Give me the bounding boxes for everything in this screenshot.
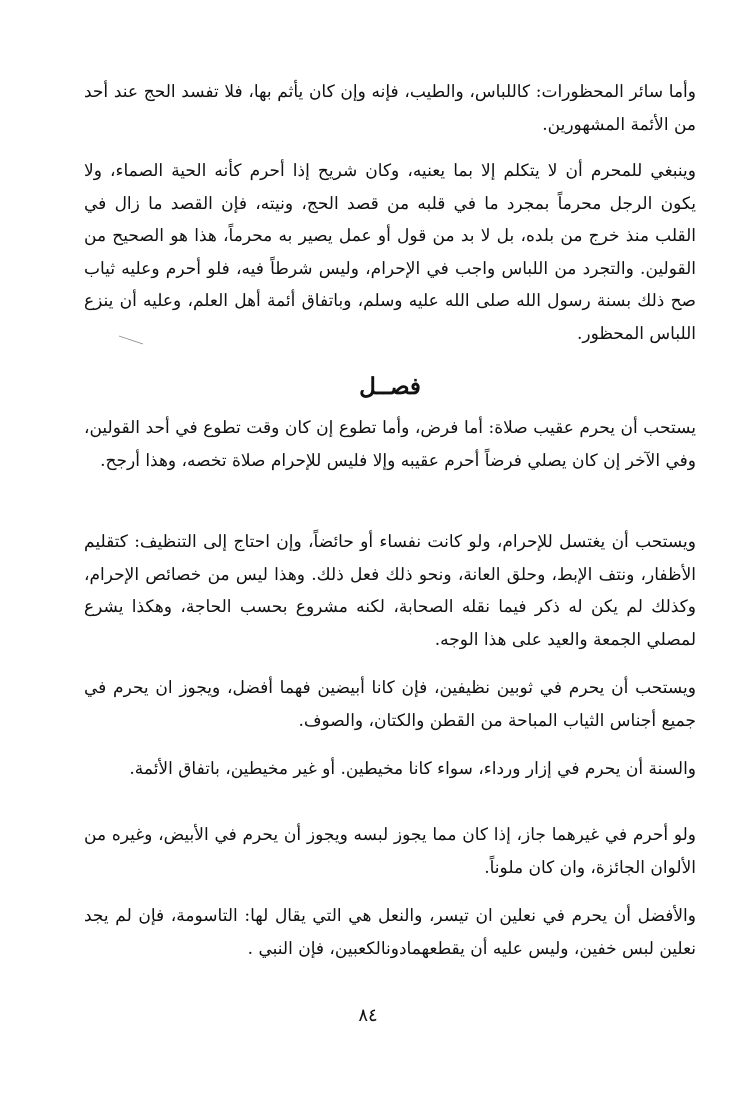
- section-heading: فصــل: [359, 373, 421, 400]
- paragraph-ghusl: ويستحب أن يغتسل للإحرام، ولو كانت نفساء أو حائضاً، وإن احتاج إلى التنظيف: كتقليم الأظفار، ونتف الإبط، وحلق العانة، ونحو ذلك فعل ذلك. وهذا ليس من خصائص الإحرام، وكذلك لم يكن له ذكر فيما نقله الصحابة، لكنه مشروع بحسب الحاجة، وهكذا يشرع لمصلي الجمعة والعيد على هذا الوجه.: [84, 532, 696, 650]
- paragraph-prayer-before-ihram: يستحب أن يحرم عقيب صلاة: أما فرض، وأما تطوع إن كان وقت تطوع في أحد القولين، وفي الآخر إن كان يصلي فرضاً أحرم عقيبه وإلا فليس للإحرام صلاة تخصه، وهذا أرجح.: [84, 418, 696, 471]
- stray-pen-mark: [118, 334, 144, 346]
- page-number: ٨٤: [358, 1005, 378, 1026]
- paragraph-izar-rida: والسنة أن يحرم في إزار ورداء، سواء كانا مخيطين. أو غير مخيطين، باتفاق الأئمة.: [129, 759, 696, 779]
- paragraph-other-garments: ولو أحرم في غيرهما جاز، إذا كان مما يجوز لبسه ويجوز أن يحرم في الأبيض، وغيره من الألوان الجائزة، وان كان ملوناً.: [84, 825, 696, 878]
- paragraph-muhrim-conduct: وينبغي للمحرم أن لا يتكلم إلا بما يعنيه، وكان شريح إذا أحرم كأنه الحية الصماء، ولا يكون الرجل محرماً بمجرد ما في قلبه من قصد الحج، ونيته، فإن القصد ما زال في القلب منذ خرج من بلده، بل لا بد من قول أو عمل يصير به محرماً، هذا هو الصحيح من القولين. والتجرد من اللباس واجب في الإحرام، وليس شرطاً فيه، فلو أحرم وعليه ثياب صح ذلك بسنة رسول الله صلى الله عليه وسلم، وباتفاق أئمة أهل العلم، وعليه أن ينزع اللباس المحظور.: [84, 161, 696, 344]
- paragraph-two-garments: ويستحب أن يحرم في ثوبين نظيفين، فإن كانا أبيضين فهما أفضل، ويجوز ان يحرم في جميع أجناس الثياب المباحة من القطن والكتان، والصوف.: [84, 678, 696, 731]
- paragraph-prohibitions: وأما سائر المحظورات: كاللباس، والطيب، فإنه وإن كان يأثم بها، فلا تفسد الحج عند أحد من الأئمة المشهورين.: [84, 82, 696, 135]
- paragraph-sandals: والأفضل أن يحرم في نعلين ان تيسر، والنعل هي التي يقال لها: التاسومة، فإن لم يجد نعلين لبس خفين، وليس عليه أن يقطعهمادونالكعبين، فإن النبي .: [84, 906, 696, 959]
